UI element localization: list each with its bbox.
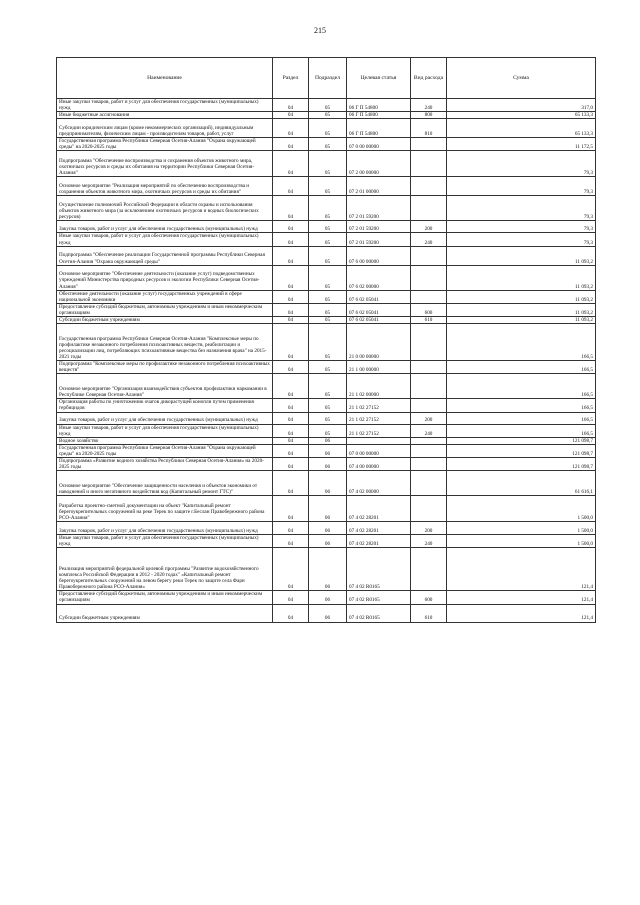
cell-section: 04 [273, 522, 309, 535]
cell-subsection: 05 [309, 303, 347, 316]
table-row [57, 151, 596, 177]
cell-name: Подпрограмма «Развитие водного хозяйства Республики Северная Осетия-Алания» на 2020-2025 годы [57, 457, 273, 470]
cell-subsection: 05 [309, 112, 347, 119]
table-row [57, 399, 596, 412]
cell-section: 04 [273, 444, 309, 457]
cell-section: 04 [273, 221, 309, 233]
cell-target: 07 2 00 00000 [347, 151, 411, 177]
cell-sum: 166,5 [447, 374, 596, 399]
cell-name: Основное мероприятие "Обеспечение защищенности населения и объектов экономики от наводнений и иного негативного воздействия вод (Капитальный ремонт ГТС)" [57, 471, 273, 496]
cell-target: 07 4 02 R0165 [347, 591, 411, 604]
table-row [57, 196, 596, 221]
cell-name: Закупка товаров, работ и услуг для обеспечения государственных (муниципальных) нужд [57, 412, 273, 424]
cell-subsection: 05 [309, 361, 347, 374]
table-row [57, 99, 596, 112]
cell-name: Предоставление субсидий бюджетным, автономным учреждениям и иным некоммерческим организациям [57, 591, 273, 604]
table-row [57, 604, 596, 622]
cell-section: 04 [273, 424, 309, 437]
cell-type [411, 374, 447, 399]
cell-sum: 11 093,2 [447, 246, 596, 265]
cell-name: Организация работы по уничтожению очагов дикорастущей конопли путем применения гербицидов [57, 399, 273, 412]
cell-subsection: 05 [309, 221, 347, 233]
cell-target: 07 6 02 00000 [347, 265, 411, 290]
cell-type [411, 496, 447, 522]
table-row [57, 444, 596, 457]
table-row [57, 374, 596, 399]
cell-section: 04 [273, 471, 309, 496]
cell-target: 07 4 02 28201 [347, 496, 411, 522]
table-row [57, 246, 596, 265]
cell-type: 240 [411, 99, 447, 112]
cell-subsection: 06 [309, 437, 347, 444]
cell-name: Субсидии бюджетным учреждениям [57, 317, 273, 324]
cell-name: Государственная программа Республики Северная Осетия-Алания "Охрана окружающей среды" на 2020-2025 годы [57, 138, 273, 151]
cell-name: Обеспечение деятельности (оказание услуг) государственных учреждений в сфере национальной экономики [57, 290, 273, 303]
cell-target: 07 6 02 05041 [347, 290, 411, 303]
cell-section: 04 [273, 265, 309, 290]
cell-section: 04 [273, 246, 309, 265]
cell-type: 600 [411, 303, 447, 316]
cell-subsection: 05 [309, 324, 347, 361]
cell-type [411, 471, 447, 496]
cell-section: 04 [273, 119, 309, 138]
cell-section: 04 [273, 290, 309, 303]
cell-type [411, 437, 447, 444]
cell-section: 04 [273, 457, 309, 470]
cell-target: 07 4 02 R0165 [347, 604, 411, 622]
cell-subsection: 05 [309, 290, 347, 303]
table-row [57, 303, 596, 316]
cell-section: 04 [273, 496, 309, 522]
header-section: Раздел [273, 58, 309, 99]
cell-name: Реализация мероприятий федеральной целевой программы "Развитие водохозяйственного комплекса Российской Федерации в 2012 - 2020 годах" «Капитальный ремонт берегоукрепительных сооружений на левом берегу реки Терек по защите села Фарн Правобережного района РСО-Алания» [57, 548, 273, 591]
cell-target: 21 1 02 00000 [347, 374, 411, 399]
cell-target [347, 437, 411, 444]
cell-type: 240 [411, 535, 447, 548]
table-row [57, 324, 596, 361]
page-number: 215 [314, 26, 326, 35]
cell-section: 04 [273, 317, 309, 324]
cell-section: 04 [273, 535, 309, 548]
table-row [57, 317, 596, 324]
header-name: Наименование [57, 58, 273, 99]
cell-target: 07 6 00 00000 [347, 246, 411, 265]
cell-subsection: 06 [309, 535, 347, 548]
cell-name: Подпрограмма "Обеспечение реализации Государственной программы Республики Северная Осетия-Алания "Охрана окружающей среды" [57, 246, 273, 265]
cell-type [411, 138, 447, 151]
table-row [57, 119, 596, 138]
cell-target: 07 4 02 R0165 [347, 548, 411, 591]
cell-subsection: 05 [309, 317, 347, 324]
cell-section: 04 [273, 233, 309, 246]
cell-name: Разработка проектно-сметной документации на объект "Капитальный ремонт берегоукрепительных сооружений на реке Терек по защите г.Беслан Правобережного района РСО-Алания" [57, 496, 273, 522]
cell-type [411, 361, 447, 374]
cell-type: 800 [411, 112, 447, 119]
cell-section: 04 [273, 374, 309, 399]
cell-section: 04 [273, 99, 309, 112]
cell-name: Субсидии бюджетным учреждениям [57, 604, 273, 622]
cell-subsection: 06 [309, 471, 347, 496]
cell-section: 04 [273, 361, 309, 374]
cell-name: Водное хозяйство [57, 437, 273, 444]
table-row [57, 290, 596, 303]
cell-name: Субсидии юридическим лицам (кроме некоммерческих организаций), индивидуальным предпринимателям, физическим лицам - производителям товаров, работ, услуг [57, 119, 273, 138]
header-sum: Сумма [447, 58, 596, 99]
cell-sum: 11 093,2 [447, 317, 596, 324]
table-row [57, 535, 596, 548]
cell-target: 06 Г П 54800 [347, 119, 411, 138]
cell-sum: 11 093,2 [447, 303, 596, 316]
table-row [57, 457, 596, 470]
cell-subsection: 05 [309, 138, 347, 151]
cell-name: Государственная программа Республики Северная Осетия-Алания "Охрана окружающей среды" на 2020-2025 годы [57, 444, 273, 457]
cell-name: Основное мероприятие "Организация взаимодействия субъектов профилактики наркомании в Республике Северная Осетия-Алания" [57, 374, 273, 399]
cell-subsection: 06 [309, 496, 347, 522]
cell-type [411, 444, 447, 457]
cell-sum: 166,5 [447, 424, 596, 437]
cell-sum: 65 133,3 [447, 112, 596, 119]
table-row [57, 112, 596, 119]
cell-type: 610 [411, 317, 447, 324]
table-row [57, 233, 596, 246]
table-row [57, 177, 596, 196]
cell-subsection: 05 [309, 374, 347, 399]
cell-type: 200 [411, 221, 447, 233]
cell-name: Основное мероприятие "Реализация мероприятий по обеспечению воспроизводства и сохранения объектов животного мира, охотничьих ресурсов и среды их обитания" [57, 177, 273, 196]
cell-type: 600 [411, 591, 447, 604]
cell-type [411, 290, 447, 303]
cell-name: Подпрограмма "Обеспечение воспроизводства и сохранения объектов животного мира, охотничьих ресурсов и среды их обитания на территории Республики Северная Осетия-Алания" [57, 151, 273, 177]
cell-name: Иные закупки товаров, работ и услуг для обеспечения государственных (муниципальных) нужд [57, 233, 273, 246]
cell-section: 04 [273, 412, 309, 424]
cell-sum: 1 500,0 [447, 522, 596, 535]
cell-target: 06 Г П 54800 [347, 99, 411, 112]
cell-target: 21 1 00 00000 [347, 361, 411, 374]
header-target: Целевая статья [347, 58, 411, 99]
cell-sum: 65 133,3 [447, 119, 596, 138]
cell-target: 21 1 02 27152 [347, 424, 411, 437]
cell-sum: 166,5 [447, 361, 596, 374]
table-row [57, 361, 596, 374]
cell-sum: 11 093,2 [447, 265, 596, 290]
cell-target: 07 2 01 00000 [347, 177, 411, 196]
cell-sum: 166,5 [447, 412, 596, 424]
cell-name: Иные бюджетные ассигнования [57, 112, 273, 119]
cell-subsection: 05 [309, 246, 347, 265]
cell-name: Закупка товаров, работ и услуг для обеспечения государственных (муниципальных) нужд [57, 221, 273, 233]
cell-sum: 79,3 [447, 196, 596, 221]
cell-target: 07 6 02 05041 [347, 303, 411, 316]
cell-subsection: 05 [309, 99, 347, 112]
cell-section: 04 [273, 548, 309, 591]
table-header-row [57, 58, 596, 99]
cell-type: 200 [411, 522, 447, 535]
cell-sum: 166,5 [447, 324, 596, 361]
cell-type: 610 [411, 604, 447, 622]
cell-type: 240 [411, 233, 447, 246]
cell-type [411, 177, 447, 196]
cell-type: 810 [411, 119, 447, 138]
table-row [57, 138, 596, 151]
cell-type [411, 324, 447, 361]
cell-target: 06 Г П 54800 [347, 112, 411, 119]
cell-name: Государственная программа Республики Северная Осетия-Алания "Комплексные меры по профилактике незаконного потребления психоактивных веществ, реабилитации и ресоциализации лиц, потребляющих психоактивные вещества без назначения врача" на 2015-2021 годы [57, 324, 273, 361]
cell-section: 04 [273, 151, 309, 177]
cell-subsection: 06 [309, 522, 347, 535]
cell-sum: 61 616,1 [447, 471, 596, 496]
table-row [57, 424, 596, 437]
cell-section: 04 [273, 196, 309, 221]
cell-name: Осуществление полномочий Российской Федерации в области охраны и использования объектов животного мира (за исключением охотничьих ресурсов и водных биологических ресурсов) [57, 196, 273, 221]
cell-sum: 11 172,5 [447, 138, 596, 151]
cell-subsection: 05 [309, 265, 347, 290]
header-subsection: Подраздел [309, 58, 347, 99]
cell-type [411, 457, 447, 470]
cell-name: Подпрограмма "Комплексные меры по профилактике незаконного потребления психоактивных веществ" [57, 361, 273, 374]
cell-target: 07 4 02 28201 [347, 535, 411, 548]
table-row [57, 591, 596, 604]
cell-subsection: 05 [309, 424, 347, 437]
cell-name: Иные закупки товаров, работ и услуг для обеспечения государственных (муниципальных) нужд [57, 535, 273, 548]
cell-sum: 121,4 [447, 591, 596, 604]
cell-target: 07 6 02 05041 [347, 317, 411, 324]
cell-subsection: 06 [309, 548, 347, 591]
cell-type [411, 246, 447, 265]
cell-section: 04 [273, 138, 309, 151]
cell-sum: 79,3 [447, 221, 596, 233]
cell-subsection: 05 [309, 119, 347, 138]
cell-sum: 1 500,0 [447, 535, 596, 548]
cell-subsection: 05 [309, 177, 347, 196]
cell-section: 04 [273, 324, 309, 361]
cell-name: Предоставление субсидий бюджетным, автономным учреждениям и иным некоммерческим организациям [57, 303, 273, 316]
cell-target: 07 2 01 59200 [347, 196, 411, 221]
cell-sum: 121 098,7 [447, 457, 596, 470]
cell-sum: 317,0 [447, 99, 596, 112]
budget-table [56, 57, 596, 623]
cell-subsection: 05 [309, 233, 347, 246]
cell-name: Основное мероприятие "Обеспечение деятельности (оказание услуг) подведомственных учреждений Министерства природных ресурсов и экологии Республики Северная Осетия-Алания" [57, 265, 273, 290]
cell-target: 07 0 00 00000 [347, 444, 411, 457]
cell-subsection: 06 [309, 444, 347, 457]
cell-sum: 166,5 [447, 399, 596, 412]
cell-target: 21 1 02 27152 [347, 412, 411, 424]
cell-target: 07 4 02 28201 [347, 522, 411, 535]
table-row [57, 471, 596, 496]
table-row [57, 437, 596, 444]
cell-section: 04 [273, 399, 309, 412]
cell-section: 04 [273, 604, 309, 622]
cell-subsection: 06 [309, 591, 347, 604]
header-type: Вид расхода [411, 58, 447, 99]
cell-name: Иные закупки товаров, работ и услуг для обеспечения государственных (муниципальных) нужд [57, 424, 273, 437]
cell-sum: 79,3 [447, 233, 596, 246]
cell-subsection: 05 [309, 412, 347, 424]
cell-section: 04 [273, 437, 309, 444]
cell-type [411, 265, 447, 290]
table-row [57, 496, 596, 522]
table-row [57, 548, 596, 591]
cell-section: 04 [273, 303, 309, 316]
cell-target: 07 2 01 59200 [347, 233, 411, 246]
cell-target: 21 0 00 00000 [347, 324, 411, 361]
cell-target: 07 4 02 00000 [347, 471, 411, 496]
cell-target: 07 2 01 59200 [347, 221, 411, 233]
table-body [57, 99, 596, 623]
table-row [57, 265, 596, 290]
cell-sum: 121,4 [447, 604, 596, 622]
cell-target: 07 0 00 00000 [347, 138, 411, 151]
cell-name: Закупка товаров, работ и услуг для обеспечения государственных (муниципальных) нужд [57, 522, 273, 535]
cell-subsection: 05 [309, 196, 347, 221]
cell-sum: 79,3 [447, 151, 596, 177]
cell-subsection: 06 [309, 604, 347, 622]
cell-type [411, 399, 447, 412]
table-row [57, 522, 596, 535]
cell-type [411, 151, 447, 177]
cell-sum: 79,3 [447, 177, 596, 196]
cell-subsection: 05 [309, 399, 347, 412]
table-row [57, 221, 596, 233]
cell-sum: 11 093,2 [447, 290, 596, 303]
cell-target: 21 1 02 27152 [347, 399, 411, 412]
cell-sum: 121,4 [447, 548, 596, 591]
cell-type: 200 [411, 412, 447, 424]
cell-sum: 1 500,0 [447, 496, 596, 522]
cell-sum: 121 098,7 [447, 444, 596, 457]
cell-target: 07 4 00 00000 [347, 457, 411, 470]
cell-subsection: 05 [309, 151, 347, 177]
cell-name: Иные закупки товаров, работ и услуг для обеспечения государственных (муниципальных) нужд [57, 99, 273, 112]
cell-subsection: 06 [309, 457, 347, 470]
cell-type [411, 548, 447, 591]
cell-section: 04 [273, 112, 309, 119]
cell-type [411, 196, 447, 221]
cell-section: 04 [273, 177, 309, 196]
cell-sum: 121 098,7 [447, 437, 596, 444]
table-row [57, 412, 596, 424]
cell-section: 04 [273, 591, 309, 604]
cell-type: 240 [411, 424, 447, 437]
